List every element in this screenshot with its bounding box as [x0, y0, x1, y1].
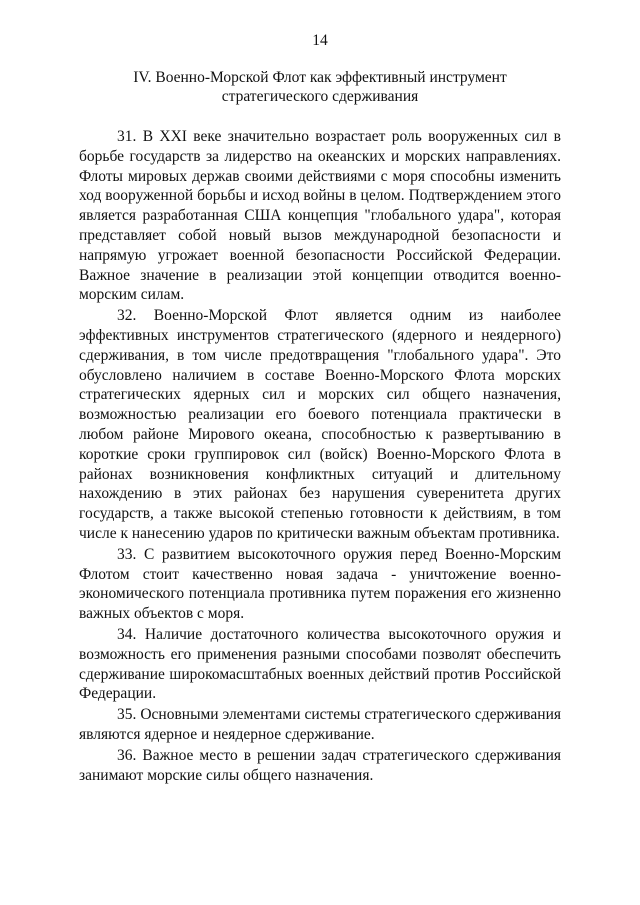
paragraph-32: 32. Военно-Морской Флот является одним из наиболее эффективных инструментов стратегического (ядерного и неядерного) сдерживания, в том числе предотвращения "глобального удара". Это обусловлено наличием в составе Военно-Морского Флота морских стратегических ядерных сил и морских сил общего назначения, возможностью реализации его боевого потенциала практически в любом районе Мирового океана, способностью к развертыванию в короткие сроки группировок сил (войск) Военно-Морского Флота в районах возникновения конфликтных ситуаций и длительному нахождению в этих районах без нарушения суверенитета других государств, а также высокой степенью готовности к действиям, в том числе к нанесению ударов по критически важным объектам противника. — [79, 307, 561, 542]
section-heading-line-2: стратегического сдерживания — [221, 88, 419, 105]
section-heading — [80, 68, 560, 106]
paragraph-36: 36. Важное место в решении задач стратегического сдерживания занимают морские силы общего назначения. — [79, 746, 561, 784]
section-heading-line-1: IV. Военно-Морской Флот как эффективный инструмент — [133, 69, 507, 86]
document-body — [79, 127, 561, 786]
page-number: 14 — [312, 32, 328, 49]
paragraph-34: 34. Наличие достаточного количества высокоточного оружия и возможность его применения разными способами позволят обеспечить сдерживание широкомасштабных военных действий против Российской Федерации. — [79, 625, 561, 703]
paragraph-31: 31. В XXI веке значительно возрастает роль вооруженных сил в борьбе государств за лидерство на океанских и морских направлениях. Флоты мировых держав своими действиями с моря способны изменить ход вооруженной борьбы и исход войны в целом. Подтверждением этого является разработанная США концепция "глобального удара", которая представляет собой новый вызов международной безопасности и напрямую угрожает военной безопасности Российской Федерации. Важное значение в реализации этой концепции отводится военно-морским силам. — [79, 128, 561, 304]
paragraph-33: 33. С развитием высокоточного оружия перед Военно-Морским Флотом стоит качественно новая задача - уничтожение военно-экономического потенциала противника путем поражения его жизненно важных объектов с моря. — [79, 545, 561, 623]
paragraph-35: 35. Основными элементами системы стратегического сдерживания являются ядерное и неядерное сдерживание. — [79, 706, 561, 743]
